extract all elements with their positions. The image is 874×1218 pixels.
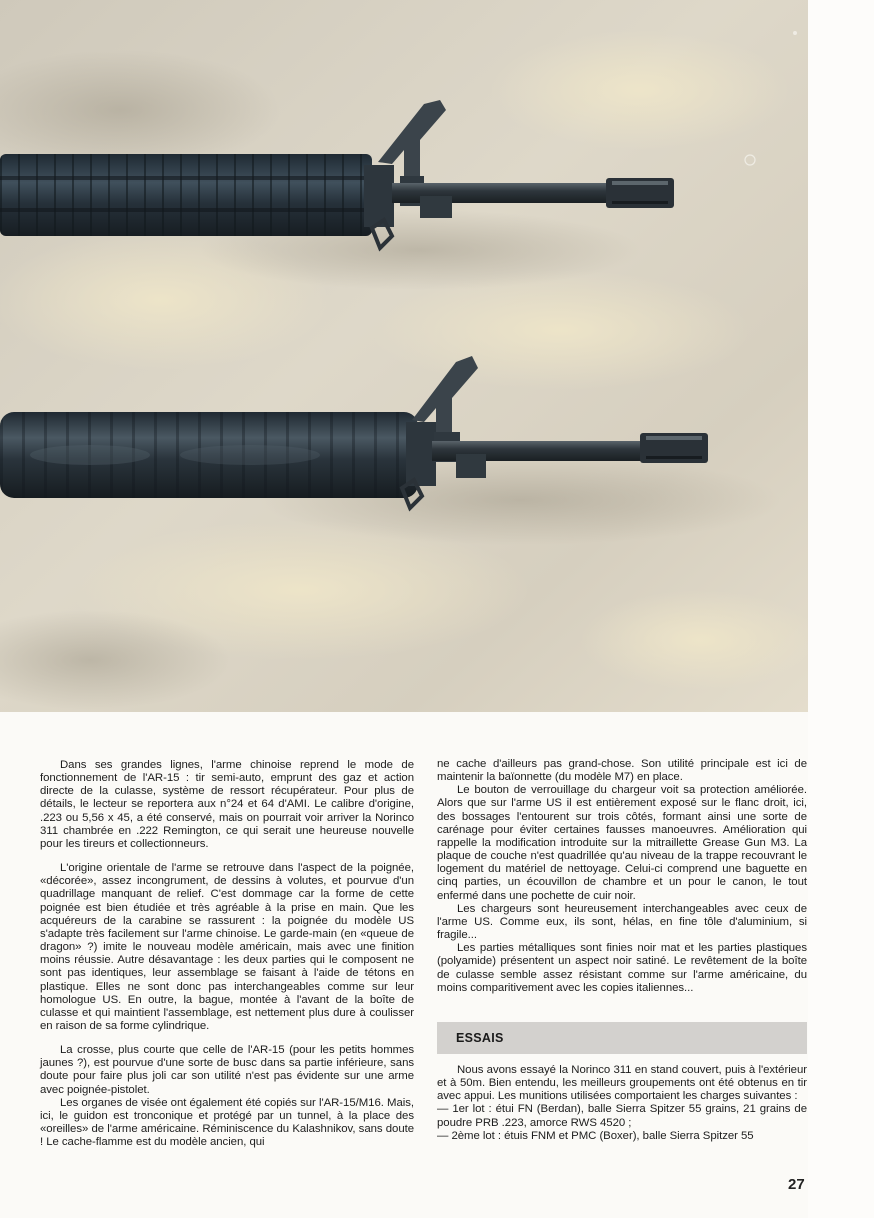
right-text-column (437, 758, 807, 995)
section-title: ESSAIS (456, 1031, 504, 1045)
essais-text-column (437, 1064, 807, 1143)
paragraph: ne cache d'ailleurs pas grand-chose. Son utilité principale est ici de maintenir la baïonnette (du modèle M7) en place. (437, 758, 807, 784)
paragraph: Les organes de visée ont également été copiés sur l'AR-15/M16. Mais, ici, le guidon est tronconique et protégé par un tunnel, à la place des «oreilles» de l'arme américaine. Réminiscence du Kalashnikov, sans doute ! Le cache-flamme est du modèle ancien, qui (40, 1096, 414, 1149)
page-margin (808, 0, 874, 1218)
list-item: — 2ème lot : étuis FNM et PMC (Boxer), balle Sierra Spitzer 55 (437, 1129, 754, 1142)
left-text-column (40, 759, 414, 1149)
paragraph: Les chargeurs sont heureusement interchangeables avec ceux de l'arme US. Comme eux, ils sont, hélas, en fine tôle d'aluminium, si fragile... (437, 902, 807, 942)
paragraph: Dans ses grandes lignes, l'arme chinoise reprend le mode de fonctionnement de l'AR-15 : tir semi-auto, emprunt des gaz et action directe de la culasse, système de ressort récupérateur. Pour plus de détails, le lecteur se reportera aux n°24 et 64 d'AMI. Le calibre d'origine, .223 ou 5,56 x 45, a été conservé, mais on pourrait voir arriver la Norinco 311 chambrée en .222 Remington, ce qui serait une heureuse nouvelle pour les tireurs et collectionneurs. (40, 759, 414, 850)
section-heading-bar (437, 1022, 807, 1054)
page-number: 27 (788, 1176, 805, 1193)
paragraph: Le bouton de verrouillage du chargeur voit sa protection améliorée. Alors que sur l'arme US il est entièrement exposé sur le flanc droit, ici, des bossages l'entourent sur trois côtés, formant ainsi une sorte de carénage pour éviter certaines fausses manoeuvres. Amélioration qui rappelle la modification introduite sur la mitraillette Grease Gun M3. La plaque de couche n'est quadrillée qu'au niveau de la trappe recouvrant le logement du matériel de nettoyage. Celui-ci comprend une baguette en cinq parties, un écouvillon de chambre et un pour le canon, le tout enfermé dans une pochette de cuir noir. (437, 784, 807, 902)
paragraph: La crosse, plus courte que celle de l'AR-15 (pour les petits hommes jaunes ?), est pourvue d'une sorte de busc dans sa partie inférieure, sans doute pour faire plus joli car son utilité n'est pas évidente sur une arme avec poignée-pistolet. (40, 1044, 414, 1096)
paragraph: Les parties métalliques sont finies noir mat et les parties plastiques (polyamide) présentent un aspect noir satiné. Le revêtement de la boîte de culasse semble assez résistant comme sur l'arme américaine, du moins comparitivement avec les copies italiennes... (437, 942, 807, 994)
paragraph: L'origine orientale de l'arme se retrouve dans l'aspect de la poignée, «décorée», assez incongrument, de dessins à volutes, et pourvue d'un quadrillage manquant de relief. C'est dommage car la forme de cette poignée est bien étudiée et très agréable à la prise en main. Que les acquéreurs de la carabine se rassurent : la poignée du modèle US s'adapte très facilement sur l'arme chinoise. Le garde-main (en «queue de dragon» ?) imite le nouveau modèle américain, mais avec une finition moins réussie. Autre désavantage : les deux parties qui le composent ne sont pas identiques, leur assemblage se faisant à l'aide de tétons en plastique. Elles ne sont donc pas interchangeables comme sur leur homologue US. En outre, la bague, montée à l'avant de la boîte de culasse et qui maintient l'assemblage, est nettement plus dure à coulisser en raison de sa forme cylindrique. (40, 862, 414, 1032)
paragraph: Nous avons essayé la Norinco 311 en stand couvert, puis à l'extérieur et à 50m. Bien entendu, les meilleurs groupements ont été obtenus en tir avec appui. Les munitions utilisées comportaient les charges suivantes : (437, 1064, 807, 1103)
list-item: — 1er lot : étui FN (Berdan), balle Sierra Spitzer 55 grains, 21 grains de poudre PRB .223, amorce RWS 4520 ; (437, 1103, 807, 1129)
